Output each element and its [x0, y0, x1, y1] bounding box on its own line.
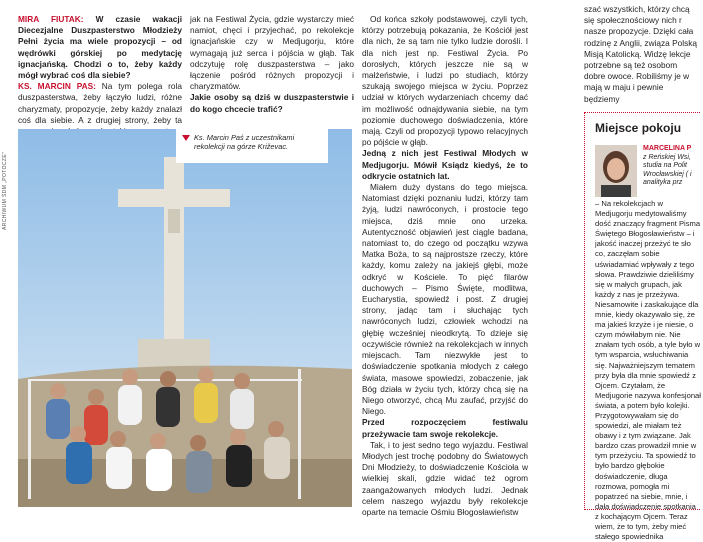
question-1: W czasie wakacji Diecezjalne Duszpasterstwo Młodzieży Pełni życia ma wiele propozycji – od wędrówki górskiej po medytację ignacjańską. Chodzi o to, żeby każdy mógł wybrać coś dla siebie? [18, 14, 183, 81]
interviewer-label: MIRA FIUTAK: [18, 14, 84, 24]
answer-1-continued: jak na Festiwal Życia, gdzie wystarczy mieć namiot, chęci i przyjechać, po rekolekcje ignacjańskie czy w Medjugorju, które wymagają już serca i pójścia w głąb. Tak odczytuję rolę duszpasterstwa – jako łączenie pośród różnych propozycji i charyzmatów. [190, 14, 354, 92]
caption-text: Ks. Marcin Paś z uczestnikami rekolekcji na górze Križevac. [194, 133, 295, 151]
answer-2: Od końca szkoły podstawowej, czyli tych, którzy potrzebują pokazania, że Kościół jest dla nich, że są tam nie tylko ludzie dorośli. I dla nich jest np. Festiwal Życia. Po dorosłych, których jeszcze nie są w małżeństwie, i ludzi po studiach, którzy szukają swojego miejsca w życiu. Poprzez udział w których wydarzeniach chcemy dać im możliwość odnajdywania siebie, na tym poziomie duchowego doświadczenia, które mają. Czyli od propozycji typowo relacyjnych po pójście w głąb. [362, 14, 528, 148]
caption-marker-icon [182, 135, 190, 141]
answer-1: Na tym polega rola duszpasterstwa, żeby łączyło ludzi, różne charyzmaty, propozycje, żeby każdy znalazł coś dla siebie. A z drugiej strony, żeby ta [18, 81, 182, 125]
bio [643, 145, 703, 188]
column-3 [362, 14, 528, 518]
sidebar-box [584, 112, 701, 542]
group-photo [18, 129, 352, 507]
question-3: Jedną z nich jest Festiwal Młodych w Medjugorju. Mówił Ksiądz kiedyś, że to odkrycie ostatnich lat. [362, 148, 528, 181]
answer-3: Miałem duży dystans do tego miejsca. Natomiast dzięki poznaniu ludzi, którzy tam żyją, ludzi nawróconych, i prostocie tego miejsca, dziś mnie ono urzeka. Autentyczność objawień jest ciągle badana, natomiast to, do czego od początku wzywa Matka Boża, to są najprostsze rzeczy, które każdy, komu zależy na jakiejś głębi, może odkryć w Kościele. To pięć filarów duchowych – Pismo Święte, modlitwa, Eucharystia, spowiedź i post. Z drugiej strony, jadąc tam i słuchając tych nawróconych ludzi, człowiek wchodzi na głębię wcześniej nieodkrytą. To dzieje się oczywiście również na rekolekcjach w innych miejscach. Tam niezwykłe jest to doświadczenie spotkania młodych z całego świata, masowe spowiedzi, zobaczenie, jak Bóg działa w życiu tych, którzy chcą się na Niego otworzyć, chcą Mu zaufać, przyjść do Niego. [362, 182, 528, 417]
photo-caption [176, 129, 328, 163]
portrait-photo [595, 145, 637, 197]
sidebar-text: – Na rekolekcjach w Medjugorju medytowaliśmy dość znaczący fragment Pisma Świętego Błogosławieństw – i jakość inaczej przeżyć te sło co, zaczęłam sobie uświadamiać wpływały z tego słowa. Prawdziwie dzieliliśmy się w małych grupach, jak każdy z nas je przeżywa. Niesamowite i zaskakujące dla mnie, kiedy okazywało się, że ma jakieś krzyże i je niesie, o czym mówiłabym nie. Nie znałam tych osób, a tyle było w tym wsparcia, wsłuchiwania się. Najważniejszym tematem przy była dla mnie spowiedź z Ojcem. Czytałam, że Medjugorie nazywa konfesjonał świata, a potem było kolejki. Przygotowywałam się do spowiedzi, ale miałam też obawy i z tym związane. Jak bardzo czas prowadził mnie w tym przeżyciu. Ta spowiedź to było bardzo głębokie doświadczenie, długa rozmowa, pomogła mi popatrzeć na siebie, mnie, i dała doświadczenie spotkania z kochającym Ojcem. Teraz wiem, że to tym, żeby mieć stałego spowiednika [595, 199, 701, 542]
photo-credit: ARCHIWUM ŚDM „POTOCZE" [2, 151, 8, 230]
column-2 [190, 14, 354, 115]
sidebar-title: Miejsce pokoju [595, 121, 682, 135]
question-4: Przed rozpoczęciem festiwalu przeżywacie tam swoje rekolekcje. [362, 417, 528, 439]
interviewee-label: KS. MARCIN PAS: [18, 81, 96, 92]
answer-4: Tak, i to jest sedno tego wyjazdu. Festiwal Młodych jest trochę podobny do Światowych Dni Młodzieży, to doświadczenie Kościoła w wielkiej skali, gdzie widać też ogrom zaangażowanych młodych ludzi. Jednak celem naszego wyjazdu były rekolekcje oparte na temacie Ośmiu Błogosławieństw [362, 439, 528, 517]
bio-text: z Reńskiej Wsi, studia na Polit Wrocławskiej ( i analityka prz [643, 153, 692, 186]
column-4-top: szać wszystkich, którzy chcą się społecznościowy nich r nasze propozycje. Dzięki cała rodzinę z Anglii, związa Polską Misją Katolicką. Widzę lekcje potrzebne są też osobom dobre owoce. Robiliśmy je w mają w maju i pewnie będziemy [584, 4, 697, 104]
question-2: Jakie osoby są dziś w duszpasterstwie i do kogo chcecie trafić? [190, 92, 354, 114]
bio-name: MARCELINA P [643, 145, 692, 152]
